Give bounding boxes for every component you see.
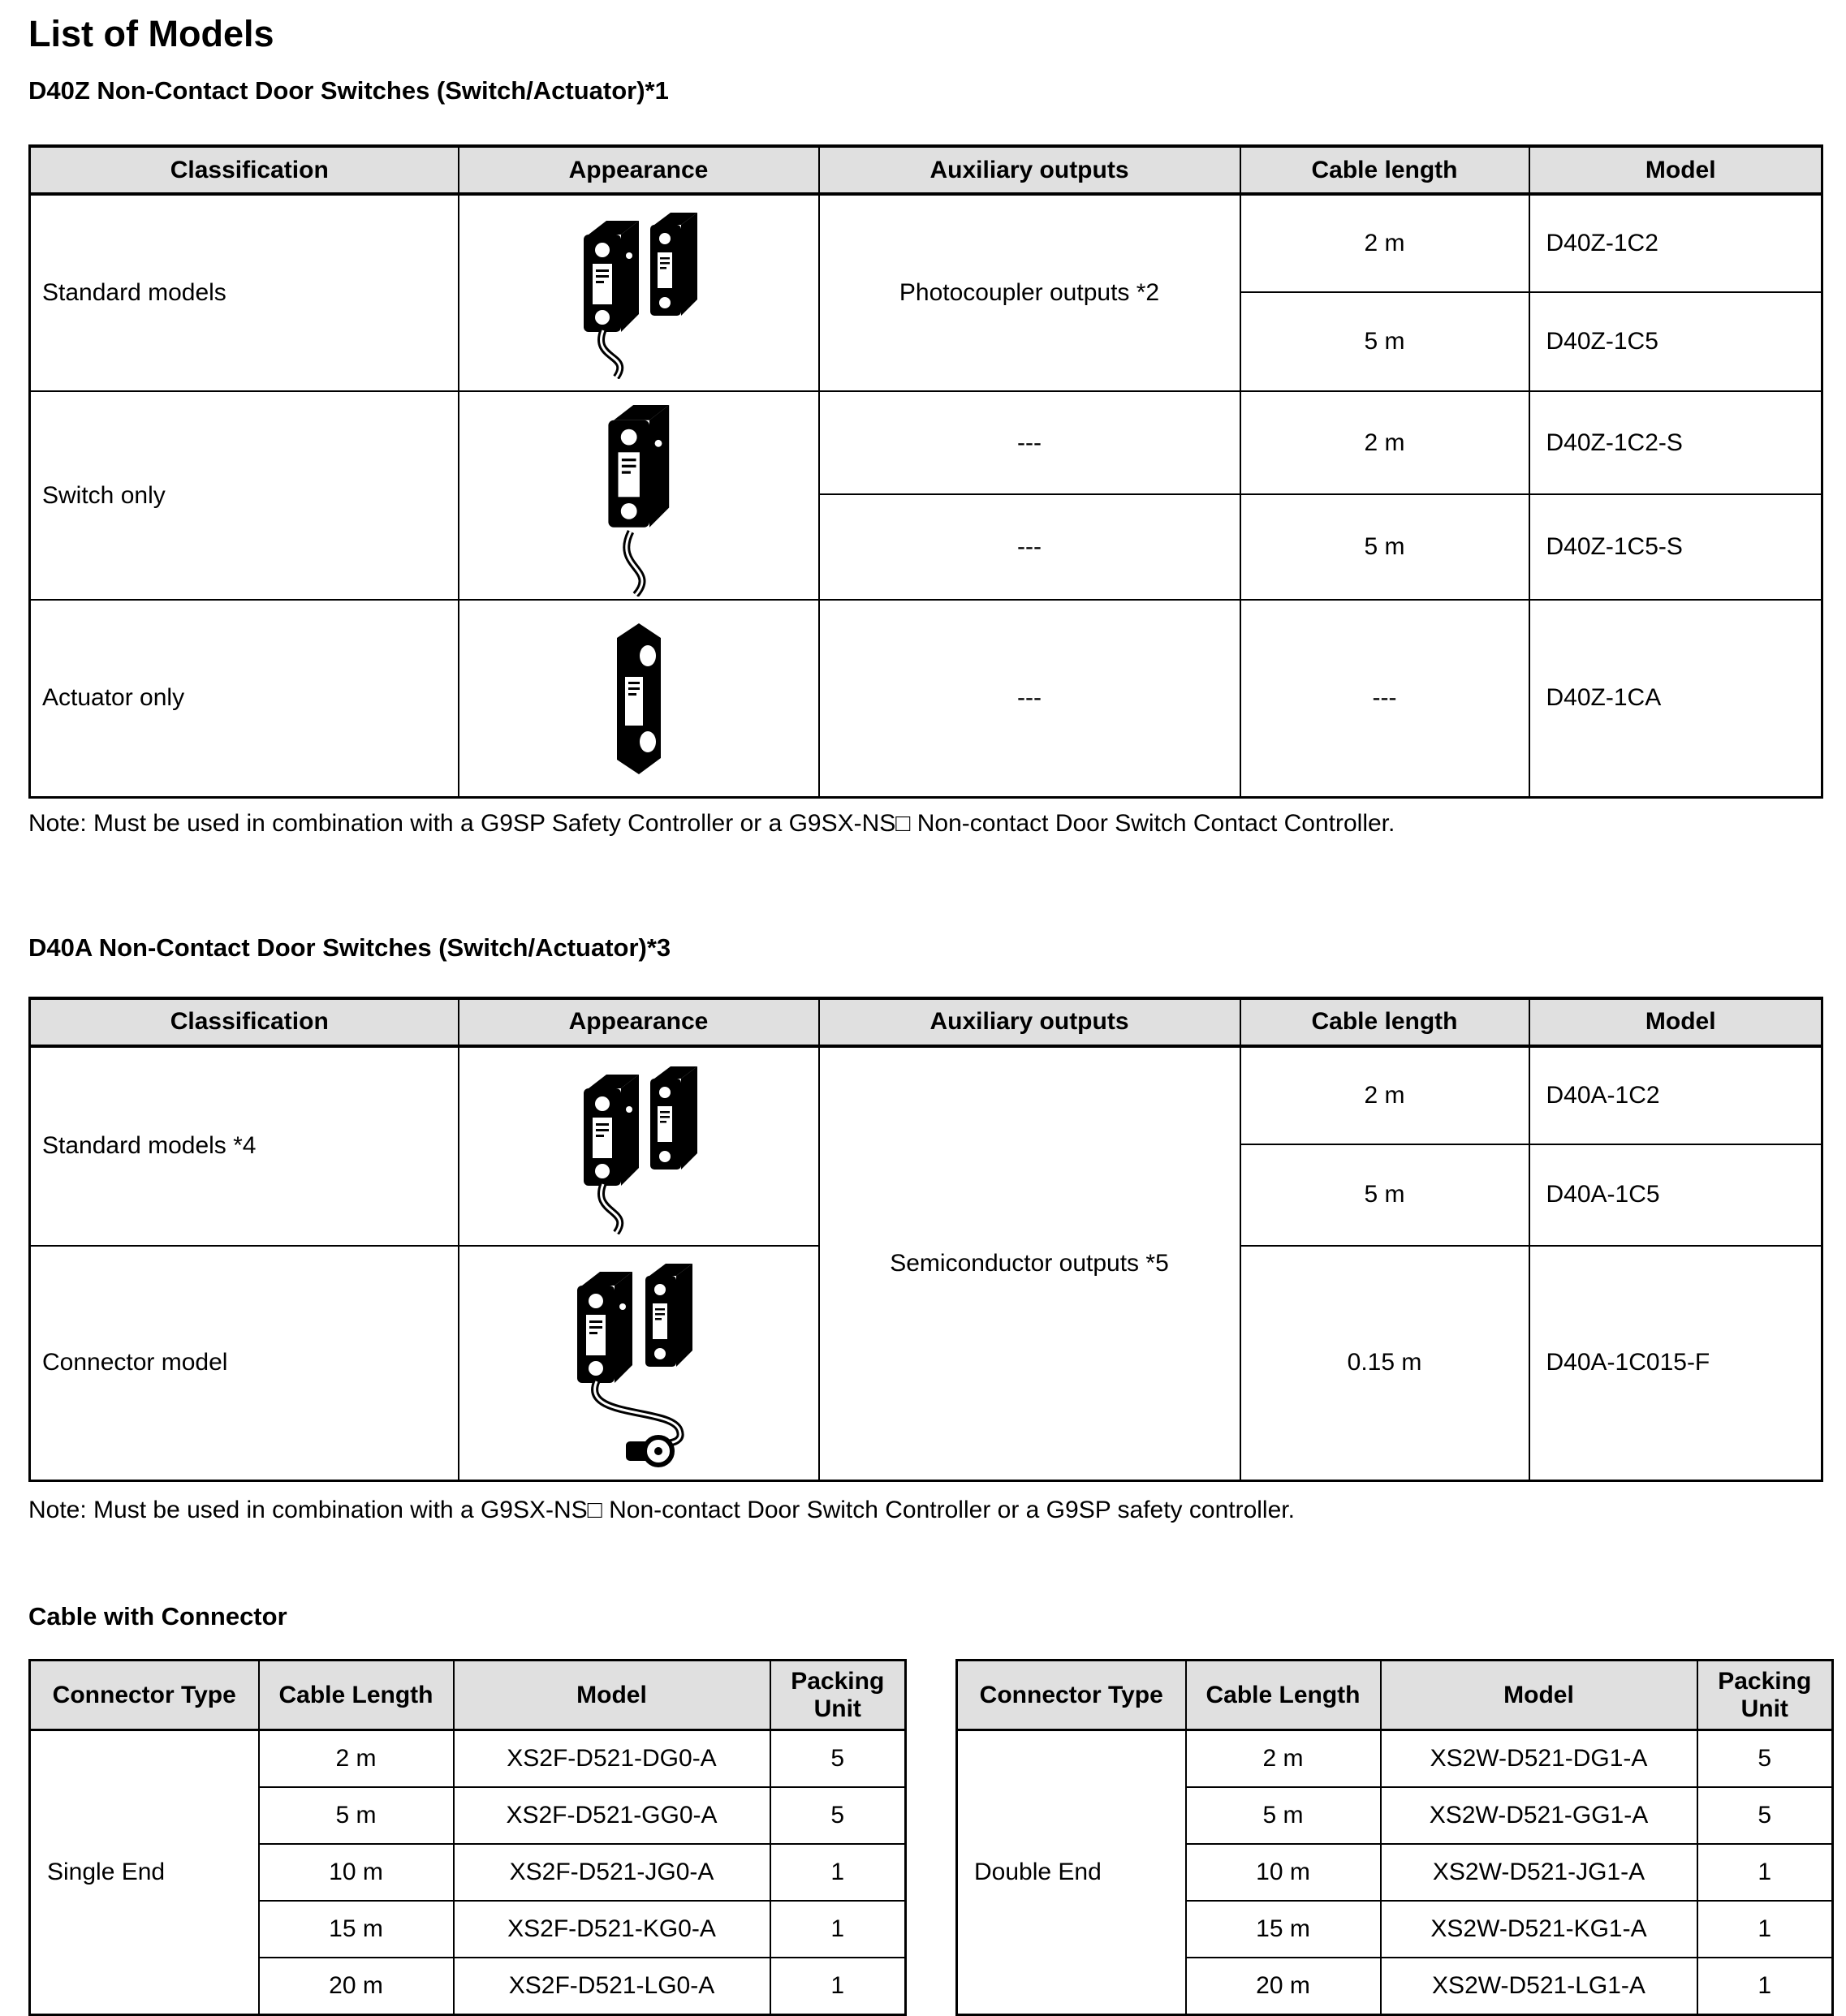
d40z-table [28, 144, 1823, 799]
column-header-cable: Cable length [1240, 998, 1529, 1046]
cable-tables-row [28, 1659, 1822, 2016]
model-cell: XS2W-D521-JG1-A [1381, 1844, 1697, 1901]
cable-length-cell: 2 m [1240, 1046, 1529, 1144]
model-cell: XS2W-D521-KG1-A [1381, 1901, 1697, 1958]
classification-cell: Standard models *4 [30, 1046, 459, 1246]
model-cell: XS2F-D521-LG0-A [454, 1958, 770, 2015]
appearance-cell [459, 1046, 819, 1246]
connector-type-cell: Single End [30, 1730, 259, 2015]
cable-length-cell: 2 m [1240, 194, 1529, 292]
column-header-model: Model [1381, 1661, 1697, 1730]
d40z-heading: D40Z Non-Contact Door Switches (Switch/Actuator)*1 [28, 76, 669, 105]
table-row [30, 1730, 906, 1788]
classification-cell: Standard models [30, 194, 459, 391]
appearance-cell [459, 194, 819, 391]
cable-length-cell: 2 m [1240, 391, 1529, 494]
section-d40z [28, 76, 1822, 838]
cable-length-cell: 5 m [1240, 292, 1529, 391]
model-cell: D40Z-1C5-S [1529, 494, 1822, 600]
packing-unit-cell: 1 [1697, 1958, 1833, 2015]
cable-length-cell: 0.15 m [1240, 1246, 1529, 1481]
model-cell: D40Z-1C2 [1529, 194, 1822, 292]
column-header-classification: Classification [30, 998, 459, 1046]
classification-cell: Switch only [30, 391, 459, 600]
packing-unit-cell: 5 [1697, 1787, 1833, 1844]
model-cell: XS2F-D521-GG0-A [454, 1787, 770, 1844]
d40a-header-row [30, 998, 1822, 1046]
model-cell: D40Z-1C2-S [1529, 391, 1822, 494]
switch-and-actuator-with-cable-image [566, 207, 712, 379]
switch-and-actuator-with-connector-cable-image [558, 1256, 720, 1469]
model-cell: D40A-1C2 [1529, 1046, 1822, 1144]
cable-length-cell: 5 m [1186, 1787, 1381, 1844]
d40z-header-row [30, 146, 1822, 194]
column-header-model: Model [1529, 146, 1822, 194]
model-cell: XS2F-D521-DG0-A [454, 1730, 770, 1788]
column-header-packing-unit: Packing Unit [1697, 1661, 1833, 1730]
single-end-header-row [30, 1661, 906, 1730]
model-cell: XS2W-D521-GG1-A [1381, 1787, 1697, 1844]
packing-unit-cell: 1 [1697, 1901, 1833, 1958]
switch-with-cable-image [590, 395, 688, 597]
model-cell: D40A-1C015-F [1529, 1246, 1822, 1481]
cable-length-cell: 2 m [259, 1730, 454, 1788]
connector-type-cell: Double End [957, 1730, 1186, 2015]
column-header-connector-type: Connector Type [957, 1661, 1186, 1730]
aux-cell: --- [819, 600, 1240, 797]
column-header-aux: Auxiliary outputs [819, 146, 1240, 194]
table-row [30, 1046, 1822, 1144]
model-cell: XS2F-D521-JG0-A [454, 1844, 770, 1901]
model-cell: D40Z-1C5 [1529, 292, 1822, 391]
model-cell: XS2W-D521-LG1-A [1381, 1958, 1697, 2015]
d40a-heading: D40A Non-Contact Door Switches (Switch/Actuator)*3 [28, 933, 671, 962]
double-end-header-row [957, 1661, 1833, 1730]
cable-length-cell: 15 m [1186, 1901, 1381, 1958]
packing-unit-cell: 1 [770, 1844, 906, 1901]
cable-length-cell: 5 m [1240, 1144, 1529, 1246]
packing-unit-cell: 1 [770, 1958, 906, 2015]
aux-cell: Photocoupler outputs *2 [819, 194, 1240, 391]
table-row [30, 600, 1822, 797]
table-row [957, 1730, 1833, 1788]
column-header-packing-unit: Packing Unit [770, 1661, 906, 1730]
column-header-aux: Auxiliary outputs [819, 998, 1240, 1046]
column-header-appearance: Appearance [459, 146, 819, 194]
classification-cell: Connector model [30, 1246, 459, 1481]
table-row [30, 391, 1822, 494]
packing-unit-cell: 5 [770, 1730, 906, 1788]
cable-length-cell: 20 m [259, 1958, 454, 2015]
aux-cell: Semiconductor outputs *5 [819, 1046, 1240, 1481]
cable-length-cell: 10 m [1186, 1844, 1381, 1901]
packing-unit-cell: 5 [770, 1787, 906, 1844]
column-header-classification: Classification [30, 146, 459, 194]
appearance-cell [459, 1246, 819, 1481]
table-row [30, 194, 1822, 292]
page-title: List of Models [28, 13, 274, 54]
cable-length-cell: --- [1240, 600, 1529, 797]
switch-and-actuator-with-cable-image [566, 1058, 712, 1234]
cable-length-cell: 15 m [259, 1901, 454, 1958]
column-header-cable-length: Cable Length [1186, 1661, 1381, 1730]
cable-length-cell: 2 m [1186, 1730, 1381, 1788]
section-cable-with-connector [28, 1602, 1822, 2016]
section-d40a [28, 933, 1822, 1525]
classification-cell: Actuator only [30, 600, 459, 797]
packing-unit-cell: 5 [1697, 1730, 1833, 1788]
column-header-model: Model [454, 1661, 770, 1730]
model-cell: XS2F-D521-KG0-A [454, 1901, 770, 1958]
column-header-model: Model [1529, 998, 1822, 1046]
appearance-cell [459, 600, 819, 797]
appearance-cell [459, 391, 819, 600]
aux-cell: --- [819, 391, 1240, 494]
double-end-table [955, 1659, 1834, 2016]
cable-length-cell: 20 m [1186, 1958, 1381, 2015]
column-header-cable: Cable length [1240, 146, 1529, 194]
cable-length-cell: 5 m [1240, 494, 1529, 600]
packing-unit-cell: 1 [1697, 1844, 1833, 1901]
aux-cell: --- [819, 494, 1240, 600]
actuator-block-image [594, 614, 684, 782]
cable-length-cell: 10 m [259, 1844, 454, 1901]
column-header-connector-type: Connector Type [30, 1661, 259, 1730]
column-header-appearance: Appearance [459, 998, 819, 1046]
packing-unit-cell: 1 [770, 1901, 906, 1958]
column-header-cable-length: Cable Length [259, 1661, 454, 1730]
cable-length-cell: 5 m [259, 1787, 454, 1844]
cable-heading: Cable with Connector [28, 1602, 287, 1630]
model-cell: D40Z-1CA [1529, 600, 1822, 797]
model-cell: XS2W-D521-DG1-A [1381, 1730, 1697, 1788]
d40z-note: Note: Must be used in combination with a G9SP Safety Controller or a G9SX-NS□ Non-contact Door Switch Contact Controller. [28, 809, 1395, 837]
model-cell: D40A-1C5 [1529, 1144, 1822, 1246]
single-end-table [28, 1659, 907, 2016]
d40a-note: Note: Must be used in combination with a G9SX-NS□ Non-contact Door Switch Controller or a G9SP safety controller. [28, 1497, 1295, 1523]
d40a-table [28, 997, 1823, 1483]
